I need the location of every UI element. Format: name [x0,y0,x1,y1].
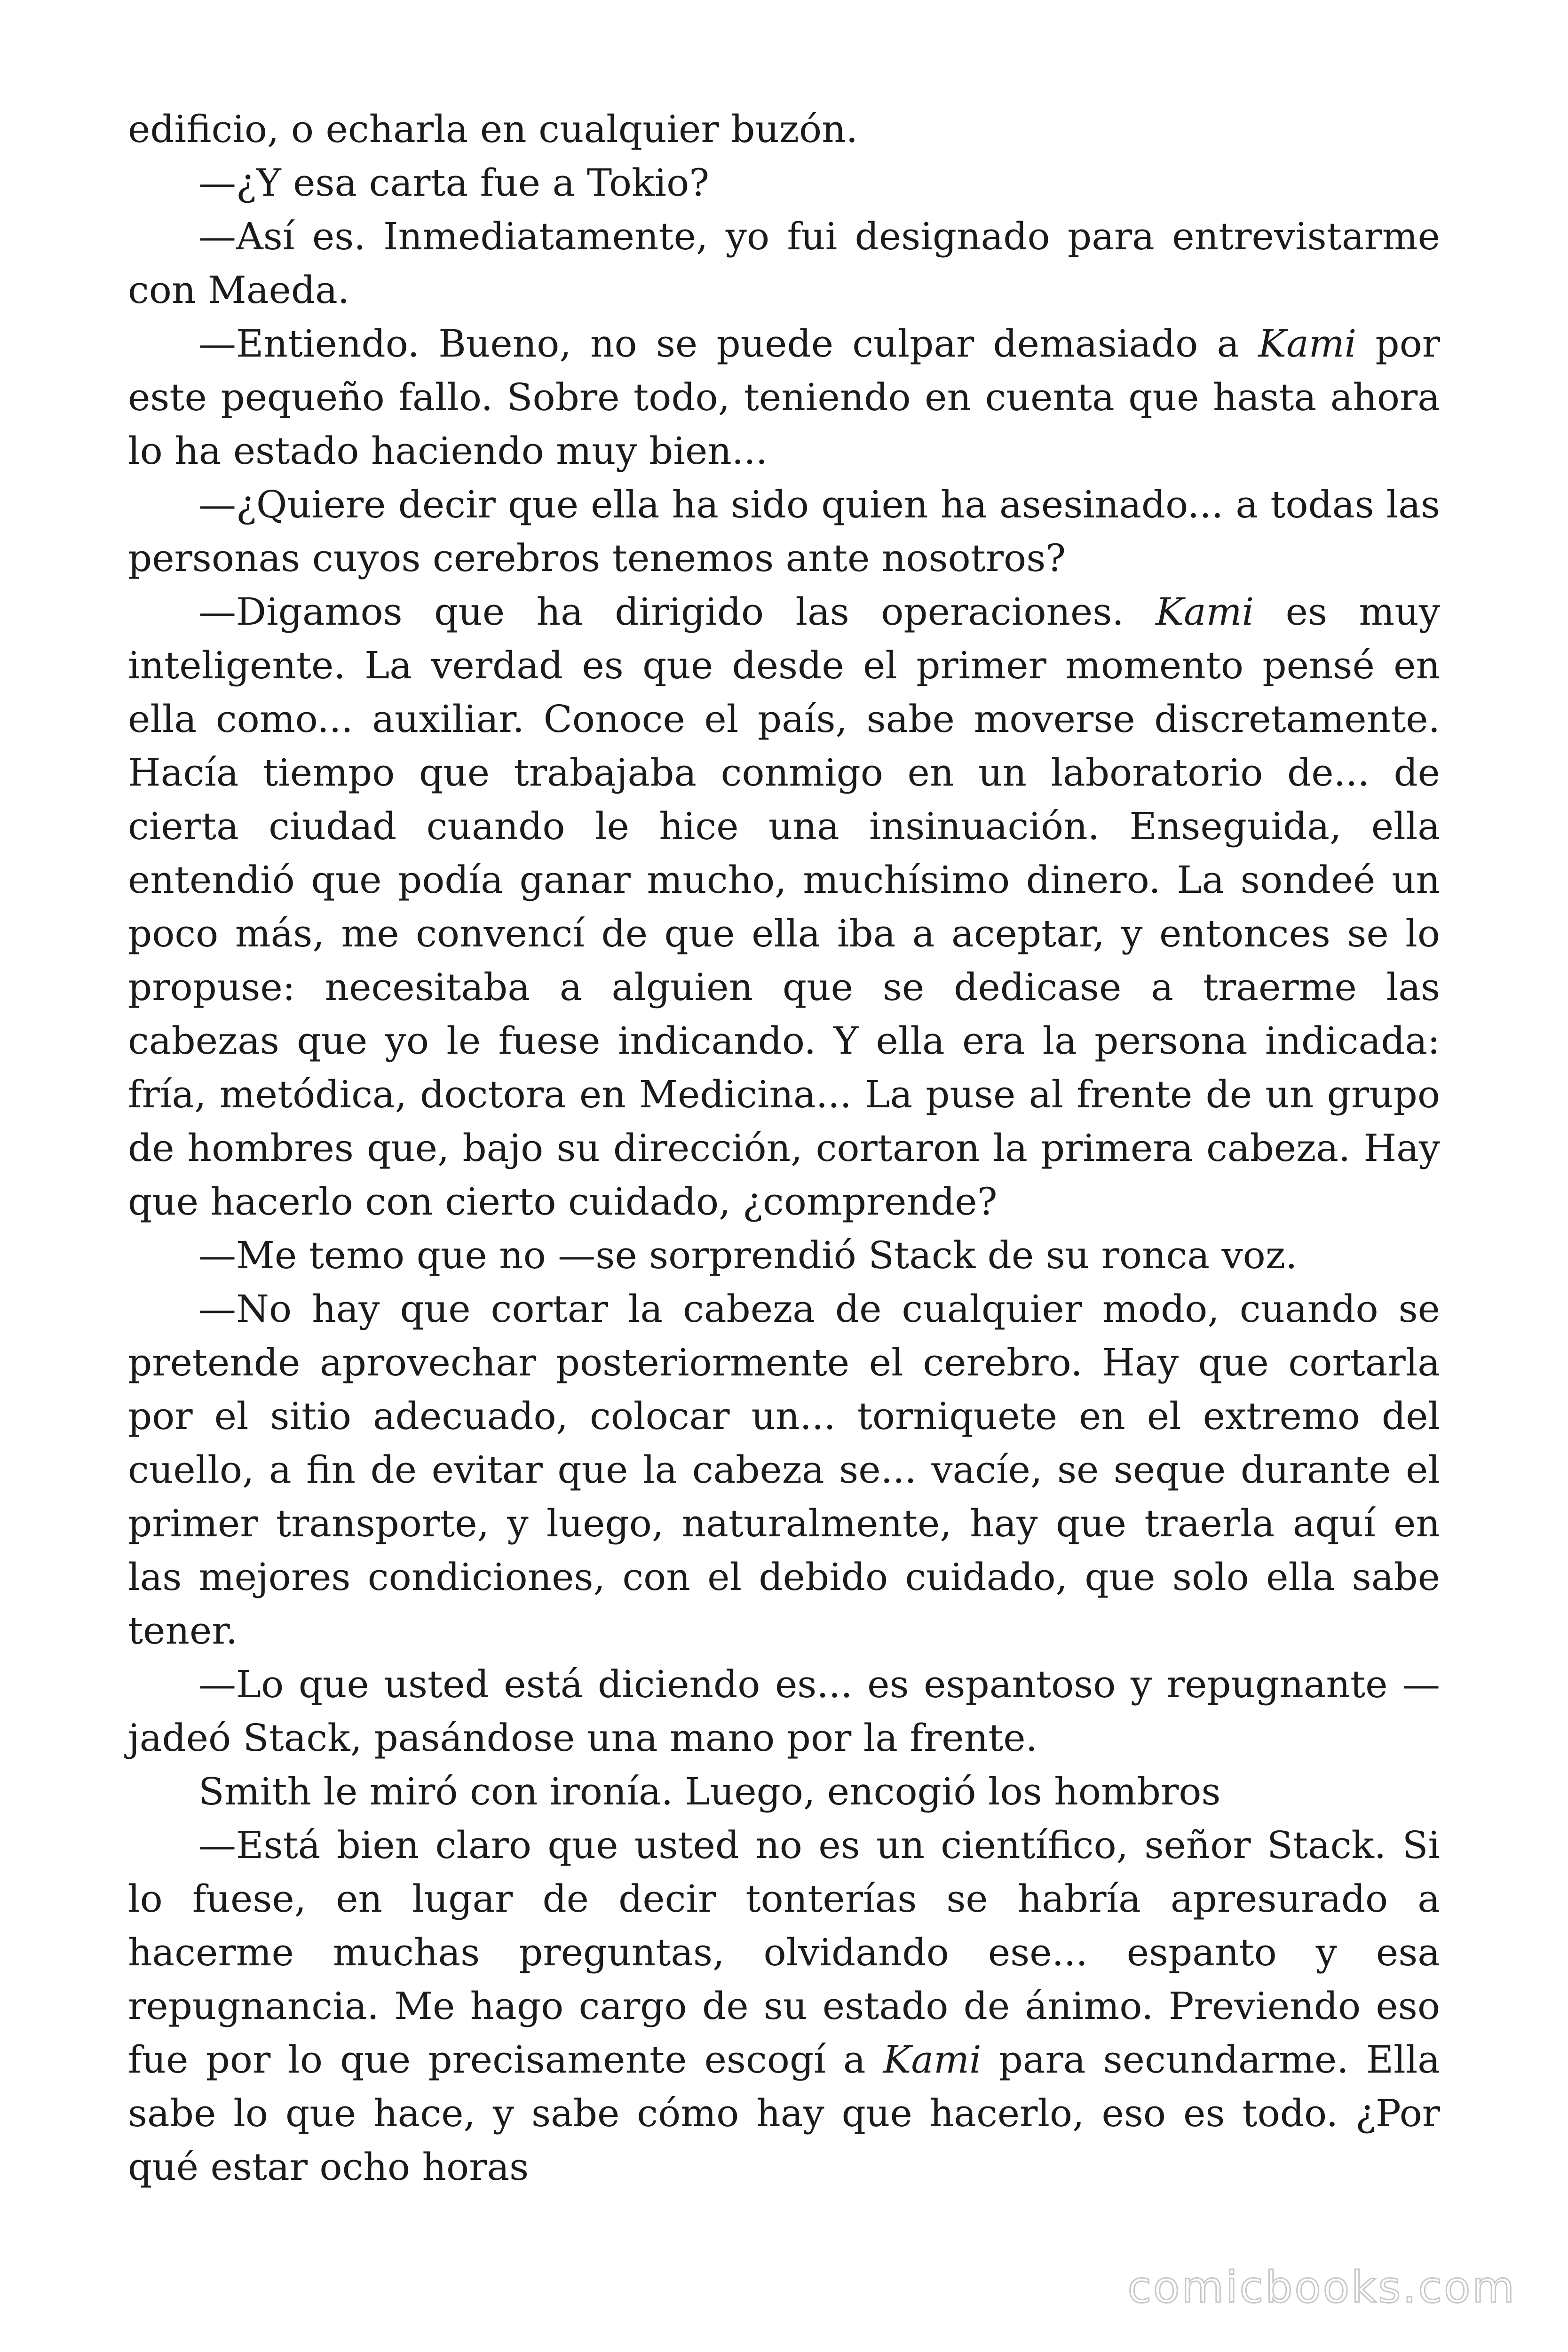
text-segment: —Está bien claro que usted no es un científico, señor Stack. Si lo fuese, en lugar de decir tonterías se habría apresurado a hacerme muchas preguntas, olvidando ese... espanto y esa repugnancia. Me hago cargo de su estado de ánimo. Previendo eso fue por lo que precisamente escogí a [128,1823,1440,2082]
paragraph [128,585,1440,1229]
paragraph [128,1282,1440,1658]
text-segment: —¿Y esa carta fue a Tokio? [198,161,710,205]
text-segment: —¿Quiere decir que ella ha sido quien ha asesinado... a todas las personas cuyos cerebros tenemos ante nosotros? [128,483,1440,580]
text-segment: —Me temo que no —se sorprendió Stack de su ronca voz. [198,1233,1298,1277]
paragraph [128,478,1440,585]
text-segment: —Digamos que ha dirigido las operaciones. [198,590,1156,634]
text-segment: es muy inteligente. La verdad es que desde el primer momento pensé en ella como... auxiliar. Conoce el país, sabe moverse discretamente. Hacía tiempo que trabajaba conmigo en un laboratorio de... de cierta ciudad cuando le hice una insinuación. Enseguida, ella entendió que podía ganar mucho, muchísimo dinero. La sondeé un poco más, me convencí de que ella iba a aceptar, y entonces se lo propuse: necesitaba a alguien que se dedicase a traerme las cabezas que yo le fuese indicando. Y ella era la persona indicada: fría, metódica, doctora en Medicina... La puse al frente de un grupo de hombres que, bajo su dirección, cortaron la primera cabeza. Hay que hacerlo con cierto cuidado, ¿comprende? [128,590,1440,1224]
text-segment: por este pequeño fallo. Sobre todo, teniendo en cuenta que hasta ahora lo ha estado haciendo muy bien... [128,322,1440,473]
text-segment: —Así es. Inmediatamente, yo fui designado para entrevistarme con Maeda. [128,215,1440,312]
paragraph [128,210,1440,317]
text-segment: Smith le miró con ironía. Luego, encogió los hombros [198,1770,1221,1813]
italic-name: Kami [883,2038,982,2082]
text-segment: —Lo que usted está diciendo es... es espantoso y repugnante — jadeó Stack, pasándose una mano por la frente. [128,1662,1440,1760]
paragraph [128,1765,1440,1819]
paragraph [128,156,1440,210]
text-segment: —No hay que cortar la cabeza de cualquier modo, cuando se pretende aprovechar posteriormente el cerebro. Hay que cortarla por el sitio adecuado, colocar un... torniquete en el extremo del cuello, a fin de evitar que la cabeza se... vacíe, se seque durante el primer transporte, y luego, naturalmente, hay que traerla aquí en las mejores condiciones, con el debido cuidado, que solo ella sabe tener. [128,1287,1440,1653]
paragraph [128,1819,1440,2194]
paragraph [128,317,1440,478]
text-segment: —Entiendo. Bueno, no se puede culpar demasiado a [198,322,1259,366]
text-segment: edificio, o echarla en cualquier buzón. [128,107,858,151]
text-segment: para secundarme. Ella sabe lo que hace, y sabe cómo hay que hacerlo, eso es todo. ¿Por qué estar ocho horas [128,2038,1440,2189]
paragraph [128,103,1440,156]
italic-name: Kami [1156,590,1254,634]
book-page-text [128,103,1440,2194]
italic-name: Kami [1258,322,1357,366]
paragraph [128,1658,1440,1765]
watermark: comicbooks.com [1127,2262,1516,2312]
paragraph [128,1229,1440,1282]
